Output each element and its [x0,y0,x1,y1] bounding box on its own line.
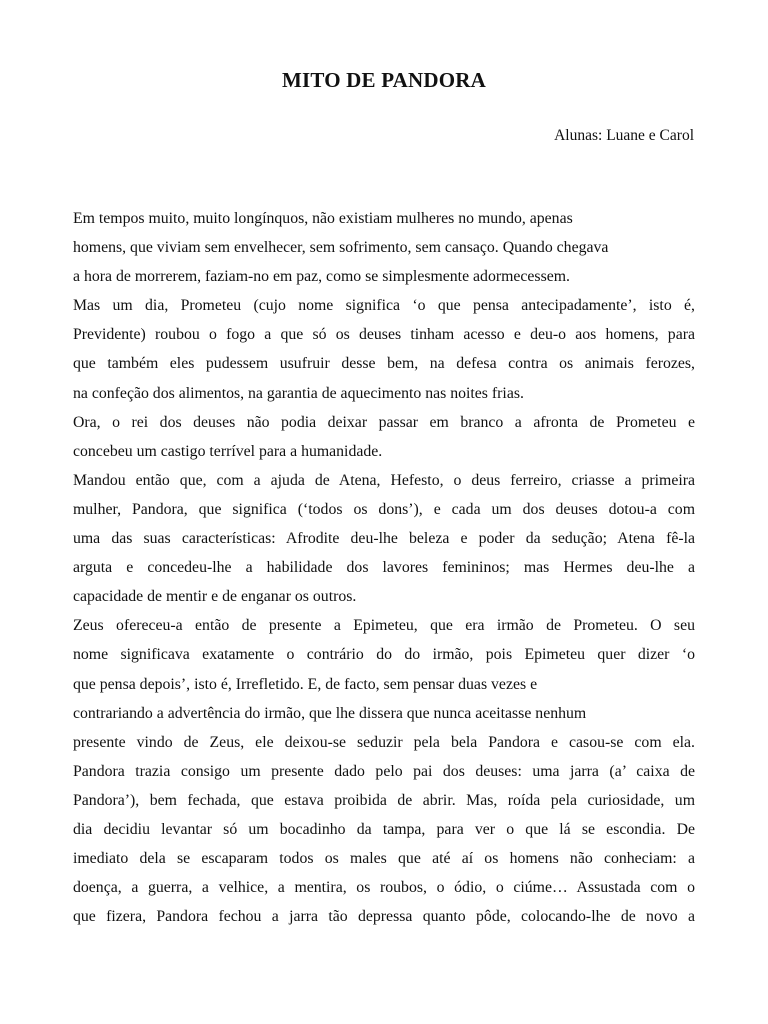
body-line: arguta e concedeu-lhe a habilidade dos lavores femininos; mas Hermes deu-lhe a [73,559,695,577]
body-line: contrariando a advertência do irmão, que lhe dissera que nunca aceitasse nenhum [73,704,587,722]
body-line: Pandora’), bem fechada, que estava proibida de abrir. Mas, roída pela curiosidade, um [73,791,695,809]
document-authors: Alunas: Luane e Carol [554,127,694,144]
body-line: que fizera, Pandora fechou a jarra tão depressa quanto pôde, colocando-lhe de novo a [73,908,695,926]
body-line: concebeu um castigo terrível para a humanidade. [73,442,383,460]
document-title: MITO DE PANDORA [281,68,487,92]
body-line: Ora, o rei dos deuses não podia deixar passar em branco a afronta de Prometeu e [73,413,695,431]
body-line: dia decidiu levantar só um bocadinho da tampa, para ver o que lá se escondia. De [73,820,695,838]
body-line: uma das suas características: Afrodite deu-lhe beleza e poder da sedução; Atena fê-la [73,530,695,548]
body-line: Zeus ofereceu-a então de presente a Epimeteu, que era irmão de Prometeu. O seu [73,617,695,635]
body-line: doença, a guerra, a velhice, a mentira, os roubos, o ódio, o ciúme… Assustada com o [73,879,695,897]
body-line: na confeção dos alimentos, na garantia de aquecimento nas noites frias. [73,384,524,402]
document-body [73,204,695,931]
body-line: que também eles pudessem usufruir desse bem, na defesa contra os animais ferozes, [73,355,695,373]
body-line: Previdente) roubou o fogo a que só os deuses tinham acesso e deu-o aos homens, para [73,326,695,344]
body-line: mulher, Pandora, que significa (‘todos os dons’), e cada um dos deuses dotou-a com [73,500,695,518]
body-line: imediato dela se escaparam todos os males que até aí os homens não conheciam: a [73,850,695,868]
body-line: Pandora trazia consigo um presente dado pelo pai dos deuses: uma jarra (a’ caixa de [73,762,695,780]
body-line: presente vindo de Zeus, ele deixou-se seduzir pela bela Pandora e casou-se com ela. [73,733,695,751]
body-line: capacidade de mentir e de enganar os outros. [73,588,357,606]
body-line: nome significava exatamente o contrário do do irmão, pois Epimeteu quer dizer ‘o [73,646,695,664]
body-line: Mas um dia, Prometeu (cujo nome significa ‘o que pensa antecipadamente’, isto é, [73,297,695,315]
body-line: que pensa depois’, isto é, Irrefletido. E, de facto, sem pensar duas vezes e [73,675,538,693]
body-line: a hora de morrerem, faziam-no em paz, como se simplesmente adormecessem. [73,268,570,286]
body-line: homens, que viviam sem envelhecer, sem sofrimento, sem cansaço. Quando chegava [73,239,609,257]
body-line: Em tempos muito, muito longínquos, não existiam mulheres no mundo, apenas [73,210,573,227]
body-line: Mandou então que, com a ajuda de Atena, Hefesto, o deus ferreiro, criasse a primeira [73,471,695,489]
